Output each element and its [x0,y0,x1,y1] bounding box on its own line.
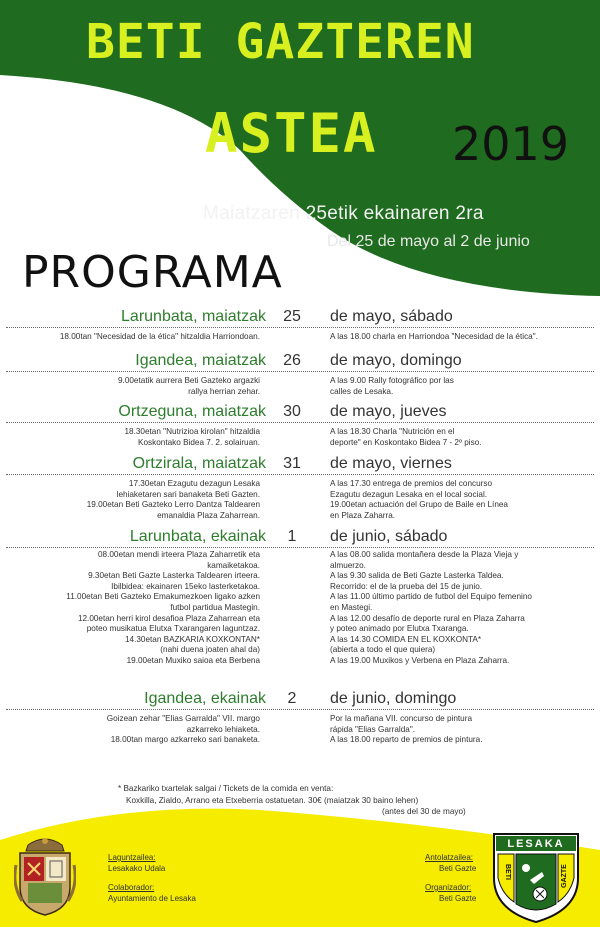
schedule-line: Koskontako Bidea 7. 2. solairuan. [138,437,260,447]
schedule-line: emanaldia Plaza Zaharrean. [157,510,260,520]
schedule-eu [0,479,260,521]
schedule-line: 08.00etan mendi irteera Plaza Zaharretik eta [97,550,260,559]
schedule-line: (abierta a todo el que quiera) [330,645,436,655]
organizer-label: Antolatzailea: [425,853,474,862]
schedule-eu [0,376,260,397]
schedule-line: 18.30etan "Nutrizioa kirolan" hitzaldia [124,427,260,436]
schedule-eu [0,714,260,746]
dotted-divider [6,422,594,423]
day-number: 26 [283,352,301,369]
schedule-line: (nahi duena joaten ahal da) [160,645,260,655]
sponsor-label: Laguntzailea: [108,853,156,862]
year: 2019 [452,117,570,171]
day-heading-es: de junio, domingo [330,690,457,707]
organizer-es [425,883,476,904]
tickets-footnote [118,783,538,818]
logo-left-text: BETI [504,864,511,880]
day-heading-es: de junio, sábado [330,528,448,545]
dates-basque: Maiatzaren 25etik ekainaren 2ra [203,203,484,224]
programa-heading: PROGRAMA [22,247,283,298]
schedule-line: 19.00etan Beti Gazteko Lerro Dantza Taldearen [86,500,260,510]
day-number: 30 [283,403,301,420]
beti-gazte-shield-icon [492,832,580,924]
schedule-line: almuerzo. [330,560,366,570]
schedule-line: 19.00etan Muxiko saioa eta Berbena [126,655,260,665]
schedule-line: 9.30etan Beti Gazte Lasterka Taldearen irteera. [88,571,260,581]
dotted-divider [6,474,594,475]
schedule-line: 18.00tan margo azkarreko sari banaketa. [110,735,260,745]
logo-top-text: LESAKA [507,838,565,850]
sponsor-name: Ayuntamiento de Lesaka [108,893,196,903]
schedule-line: futbol partidua Mastegin. [170,602,260,612]
schedule-line: Goizean zehar "Elias Garralda" VII. margo [106,714,260,723]
day-heading-eu: Igandea, ekainak [144,690,266,707]
schedule-line: 17.30etan Ezagutu dezagun Lesaka [128,479,260,488]
sponsor-eu [108,853,165,874]
schedule-line: y poteo animado por Elutxa Txaranga. [330,624,469,634]
sponsor-label: Colaborador: [108,883,155,892]
schedule-line: lehiaketaren sari banaketa Beti Gazten. [116,489,260,499]
coat-of-arms-icon [14,835,76,917]
schedule-line: A las 14.30 COMIDA EN EL KOXKONTA* [330,634,482,644]
schedule-line: en Mastegi. [330,602,373,612]
organizer-name: Beti Gazte [439,863,477,873]
dates-spanish: Del 25 de mayo al 2 de junio [327,233,530,250]
schedule-es [330,550,592,667]
day-heading-es: de mayo, viernes [330,455,452,472]
schedule-line: kamaiketakoa. [207,560,260,570]
schedule-line: 19.00etan actuación del Grupo de Baile en Línea [330,500,508,510]
day-number: 1 [287,528,297,545]
schedule-line: Ezagutu dezagun Lesaka en el local social. [330,489,488,499]
schedule-line: calles de Lesaka. [330,386,394,396]
schedule-es [330,332,592,343]
day-heading-es: de mayo, jueves [330,403,447,420]
title-line-1: BETI GAZTEREN [86,14,475,70]
organizer-eu [425,853,476,874]
schedule-line: azkarreko lehiaketa. [186,724,260,734]
day-heading-eu: Igandea, maiatzak [135,352,266,369]
schedule-eu [0,332,260,343]
schedule-line: A las 19.00 Muxikos y Verbena en Plaza Zaharra. [330,655,510,665]
schedule-line: A las 08.00 salida montañera desde la Plaza Vieja y [330,550,519,559]
footnote-line: Koxkilla, Zialdo, Arrano eta Etxeberria ostatuetan. 30€ (maiatzak 30 baino lehen) [126,795,419,805]
schedule-line: A las 18.00 charla en Harriondoa "Necesidad de la ética". [330,332,538,341]
schedule-line: poteo musikatua Elutxa Txarangaren laguntzaz. [86,624,260,634]
schedule-es [330,427,592,448]
schedule-line: Ibilbidea: ekainaren 15eko lasterketakoa. [111,581,260,591]
day-heading-eu: Larunbata, maiatzak [121,308,266,325]
schedule-line: 9.00etatik aurrera Beti Gazteko argazki [118,376,260,385]
dotted-divider [6,547,594,548]
schedule-line: 14.30etan BAZKARIA KOXKONTAN* [124,634,260,644]
schedule-line: Recorrido: el de la prueba del 15 de junio. [330,581,483,591]
schedule-line: 18.00tan "Necesidad de la ética" hitzaldia Harriondoan. [59,332,260,341]
schedule-line: rápida "Elias Garralda". [330,724,415,734]
schedule-line: rallya herrian zehar. [188,386,260,396]
footnote-line: (antes del 30 de mayo) [382,807,466,816]
dotted-divider [6,327,594,328]
schedule-line: deporte" en Koskontako Bidea 7 - 2º piso. [330,437,482,447]
footnote-line: * Bazkariko txartelak salgai / Tickets de la comida en venta: [118,784,334,793]
day-heading-eu: Larunbata, ekainak [129,528,266,545]
day-number: 31 [283,455,301,472]
schedule-line: A las 18.30 Charla "Nutrición en el [330,427,455,436]
schedule-line: A las 11.00 último partido de futbol del Equipo femenino [330,592,532,602]
schedule-line: A las 17.30 entrega de premios del concurso [330,479,493,488]
schedule-es [330,376,592,397]
organizer-name: Beti Gazte [439,893,477,903]
day-heading-es: de mayo, domingo [330,352,462,369]
dotted-divider [6,371,594,372]
schedule-line: A las 9.00 Rally fotográfico por las [330,376,454,385]
day-heading-es: de mayo, sábado [330,308,453,325]
organizer-label: Organizador: [425,883,472,892]
schedule-line: en Plaza Zaharra. [330,510,396,520]
schedule-eu [0,550,260,667]
dotted-divider [6,709,594,710]
schedule-eu [0,427,260,448]
day-heading-eu: Ortzeguna, maiatzak [118,403,266,420]
day-number: 25 [283,308,301,325]
schedule-line: A las 12.00 desafío de deporte rural en Plaza Zaharra [330,613,525,623]
schedule-line: A las 9.30 salida de Beti Gazte Lasterka Taldea. [330,571,504,581]
schedule-es [330,479,592,521]
schedule-es [330,714,592,746]
logo-right-text: GAZTE [561,864,568,888]
day-heading-eu: Ortzirala, maiatzak [132,455,266,472]
schedule-line: Por la mañana VII. concurso de pintura [330,714,472,723]
schedule-line: 11.00etan Beti Gazteko Emakumezkoen ligako azken [66,592,260,602]
schedule-line: 12.00etan herri kirol desafioa Plaza Zaharrean eta [77,613,260,623]
sponsor-name: Lesakako Udala [108,863,166,873]
sponsor-es [108,883,196,904]
schedule-line: A las 18.00 reparto de premios de pintura. [330,735,483,745]
title-line-2: ASTEA [205,102,378,165]
day-number: 2 [287,690,297,707]
